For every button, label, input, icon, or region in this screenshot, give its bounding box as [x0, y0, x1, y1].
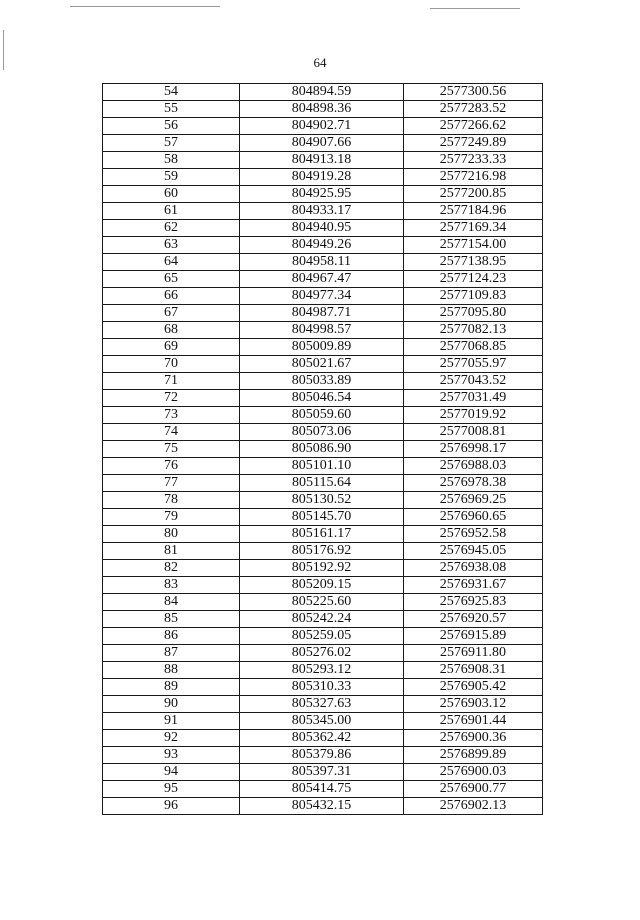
point-number-cell: 79: [103, 509, 240, 526]
table-row: [103, 373, 543, 390]
table-row: [103, 526, 543, 543]
x-coordinate-cell: 805046.54: [240, 390, 404, 407]
x-coordinate-cell: 805086.90: [240, 441, 404, 458]
y-coordinate-cell: 2577124.23: [404, 271, 543, 288]
y-coordinate-cell: 2577283.52: [404, 101, 543, 118]
y-coordinate-cell: 2577031.49: [404, 390, 543, 407]
y-coordinate-cell: 2576945.05: [404, 543, 543, 560]
table-row: [103, 458, 543, 475]
y-coordinate-cell: 2576988.03: [404, 458, 543, 475]
x-coordinate-cell: 804919.28: [240, 169, 404, 186]
table-row: [103, 492, 543, 509]
table-row: [103, 101, 543, 118]
x-coordinate-cell: 805209.15: [240, 577, 404, 594]
point-number-cell: 73: [103, 407, 240, 424]
x-coordinate-cell: 805130.52: [240, 492, 404, 509]
y-coordinate-cell: 2576900.36: [404, 730, 543, 747]
x-coordinate-cell: 805362.42: [240, 730, 404, 747]
y-coordinate-cell: 2577216.98: [404, 169, 543, 186]
scan-edge-mark-top-left: [70, 6, 220, 7]
table-row: [103, 611, 543, 628]
y-coordinate-cell: 2576931.67: [404, 577, 543, 594]
x-coordinate-cell: 805310.33: [240, 679, 404, 696]
point-number-cell: 95: [103, 781, 240, 798]
point-number-cell: 81: [103, 543, 240, 560]
x-coordinate-cell: 805115.64: [240, 475, 404, 492]
point-number-cell: 70: [103, 356, 240, 373]
table-row: [103, 645, 543, 662]
y-coordinate-cell: 2576908.31: [404, 662, 543, 679]
table-row: [103, 543, 543, 560]
x-coordinate-cell: 805327.63: [240, 696, 404, 713]
x-coordinate-cell: 805145.70: [240, 509, 404, 526]
y-coordinate-cell: 2576920.57: [404, 611, 543, 628]
y-coordinate-cell: 2577019.92: [404, 407, 543, 424]
y-coordinate-cell: 2577184.96: [404, 203, 543, 220]
point-number-cell: 72: [103, 390, 240, 407]
table-row: [103, 390, 543, 407]
table-row: [103, 186, 543, 203]
point-number-cell: 90: [103, 696, 240, 713]
y-coordinate-cell: 2577300.56: [404, 84, 543, 101]
coordinates-table-body: [103, 84, 543, 815]
y-coordinate-cell: 2576998.17: [404, 441, 543, 458]
table-row: [103, 135, 543, 152]
x-coordinate-cell: 805293.12: [240, 662, 404, 679]
x-coordinate-cell: 804987.71: [240, 305, 404, 322]
table-row: [103, 475, 543, 492]
x-coordinate-cell: 805021.67: [240, 356, 404, 373]
x-coordinate-cell: 805101.10: [240, 458, 404, 475]
point-number-cell: 54: [103, 84, 240, 101]
x-coordinate-cell: 805414.75: [240, 781, 404, 798]
table-row: [103, 747, 543, 764]
point-number-cell: 84: [103, 594, 240, 611]
y-coordinate-cell: 2577095.80: [404, 305, 543, 322]
point-number-cell: 87: [103, 645, 240, 662]
scan-edge-mark-left: [3, 30, 4, 70]
y-coordinate-cell: 2577008.81: [404, 424, 543, 441]
x-coordinate-cell: 805259.05: [240, 628, 404, 645]
x-coordinate-cell: 805176.92: [240, 543, 404, 560]
y-coordinate-cell: 2577138.95: [404, 254, 543, 271]
point-number-cell: 61: [103, 203, 240, 220]
point-number-cell: 85: [103, 611, 240, 628]
table-row: [103, 118, 543, 135]
y-coordinate-cell: 2576900.77: [404, 781, 543, 798]
x-coordinate-cell: 805033.89: [240, 373, 404, 390]
y-coordinate-cell: 2576903.12: [404, 696, 543, 713]
point-number-cell: 55: [103, 101, 240, 118]
table-row: [103, 662, 543, 679]
point-number-cell: 62: [103, 220, 240, 237]
point-number-cell: 76: [103, 458, 240, 475]
point-number-cell: 67: [103, 305, 240, 322]
table-row: [103, 628, 543, 645]
point-number-cell: 94: [103, 764, 240, 781]
table-row: [103, 441, 543, 458]
y-coordinate-cell: 2577169.34: [404, 220, 543, 237]
point-number-cell: 78: [103, 492, 240, 509]
table-row: [103, 237, 543, 254]
y-coordinate-cell: 2577109.83: [404, 288, 543, 305]
y-coordinate-cell: 2577043.52: [404, 373, 543, 390]
table-row: [103, 356, 543, 373]
x-coordinate-cell: 804977.34: [240, 288, 404, 305]
y-coordinate-cell: 2576905.42: [404, 679, 543, 696]
point-number-cell: 57: [103, 135, 240, 152]
x-coordinate-cell: 805379.86: [240, 747, 404, 764]
x-coordinate-cell: 805192.92: [240, 560, 404, 577]
table-row: [103, 560, 543, 577]
x-coordinate-cell: 804967.47: [240, 271, 404, 288]
x-coordinate-cell: 805059.60: [240, 407, 404, 424]
point-number-cell: 82: [103, 560, 240, 577]
point-number-cell: 66: [103, 288, 240, 305]
y-coordinate-cell: 2576911.80: [404, 645, 543, 662]
x-coordinate-cell: 804958.11: [240, 254, 404, 271]
point-number-cell: 65: [103, 271, 240, 288]
page-number: 64: [313, 55, 327, 70]
scan-edge-mark-top-right: [430, 8, 520, 9]
y-coordinate-cell: 2576900.03: [404, 764, 543, 781]
table-row: [103, 220, 543, 237]
point-number-cell: 63: [103, 237, 240, 254]
x-coordinate-cell: 805276.02: [240, 645, 404, 662]
point-number-cell: 74: [103, 424, 240, 441]
x-coordinate-cell: 804898.36: [240, 101, 404, 118]
x-coordinate-cell: 805242.24: [240, 611, 404, 628]
table-row: [103, 407, 543, 424]
x-coordinate-cell: 804925.95: [240, 186, 404, 203]
table-row: [103, 305, 543, 322]
table-row: [103, 577, 543, 594]
point-number-cell: 64: [103, 254, 240, 271]
point-number-cell: 56: [103, 118, 240, 135]
table-row: [103, 271, 543, 288]
table-row: [103, 339, 543, 356]
table-row: [103, 730, 543, 747]
y-coordinate-cell: 2576902.13: [404, 798, 543, 815]
point-number-cell: 92: [103, 730, 240, 747]
point-number-cell: 83: [103, 577, 240, 594]
point-number-cell: 68: [103, 322, 240, 339]
table-row: [103, 594, 543, 611]
x-coordinate-cell: 804907.66: [240, 135, 404, 152]
table-row: [103, 781, 543, 798]
point-number-cell: 59: [103, 169, 240, 186]
x-coordinate-cell: 804913.18: [240, 152, 404, 169]
point-number-cell: 86: [103, 628, 240, 645]
x-coordinate-cell: 804894.59: [240, 84, 404, 101]
y-coordinate-cell: 2576915.89: [404, 628, 543, 645]
x-coordinate-cell: 805432.15: [240, 798, 404, 815]
y-coordinate-cell: 2577266.62: [404, 118, 543, 135]
table-row: [103, 798, 543, 815]
x-coordinate-cell: 805009.89: [240, 339, 404, 356]
x-coordinate-cell: 805225.60: [240, 594, 404, 611]
table-row: [103, 713, 543, 730]
point-number-cell: 89: [103, 679, 240, 696]
x-coordinate-cell: 805073.06: [240, 424, 404, 441]
table-row: [103, 764, 543, 781]
y-coordinate-cell: 2576969.25: [404, 492, 543, 509]
table-row: [103, 254, 543, 271]
point-number-cell: 75: [103, 441, 240, 458]
y-coordinate-cell: 2577082.13: [404, 322, 543, 339]
table-row: [103, 152, 543, 169]
y-coordinate-cell: 2577154.00: [404, 237, 543, 254]
point-number-cell: 77: [103, 475, 240, 492]
y-coordinate-cell: 2576901.44: [404, 713, 543, 730]
table-row: [103, 696, 543, 713]
x-coordinate-cell: 805397.31: [240, 764, 404, 781]
y-coordinate-cell: 2577200.85: [404, 186, 543, 203]
x-coordinate-cell: 805161.17: [240, 526, 404, 543]
point-number-cell: 93: [103, 747, 240, 764]
point-number-cell: 69: [103, 339, 240, 356]
x-coordinate-cell: 804949.26: [240, 237, 404, 254]
table-row: [103, 288, 543, 305]
x-coordinate-cell: 804940.95: [240, 220, 404, 237]
table-row: [103, 84, 543, 101]
x-coordinate-cell: 804933.17: [240, 203, 404, 220]
y-coordinate-cell: 2576978.38: [404, 475, 543, 492]
point-number-cell: 80: [103, 526, 240, 543]
x-coordinate-cell: 804902.71: [240, 118, 404, 135]
y-coordinate-cell: 2577249.89: [404, 135, 543, 152]
x-coordinate-cell: 805345.00: [240, 713, 404, 730]
table-row: [103, 169, 543, 186]
point-number-cell: 96: [103, 798, 240, 815]
y-coordinate-cell: 2576952.58: [404, 526, 543, 543]
y-coordinate-cell: 2576899.89: [404, 747, 543, 764]
point-number-cell: 60: [103, 186, 240, 203]
x-coordinate-cell: 804998.57: [240, 322, 404, 339]
y-coordinate-cell: 2576925.83: [404, 594, 543, 611]
point-number-cell: 71: [103, 373, 240, 390]
y-coordinate-cell: 2576960.65: [404, 509, 543, 526]
y-coordinate-cell: 2577055.97: [404, 356, 543, 373]
point-number-cell: 91: [103, 713, 240, 730]
y-coordinate-cell: 2576938.08: [404, 560, 543, 577]
table-row: [103, 322, 543, 339]
y-coordinate-cell: 2577068.85: [404, 339, 543, 356]
table-row: [103, 203, 543, 220]
y-coordinate-cell: 2577233.33: [404, 152, 543, 169]
coordinates-table: [102, 83, 543, 815]
point-number-cell: 58: [103, 152, 240, 169]
table-row: [103, 679, 543, 696]
table-row: [103, 424, 543, 441]
table-row: [103, 509, 543, 526]
point-number-cell: 88: [103, 662, 240, 679]
